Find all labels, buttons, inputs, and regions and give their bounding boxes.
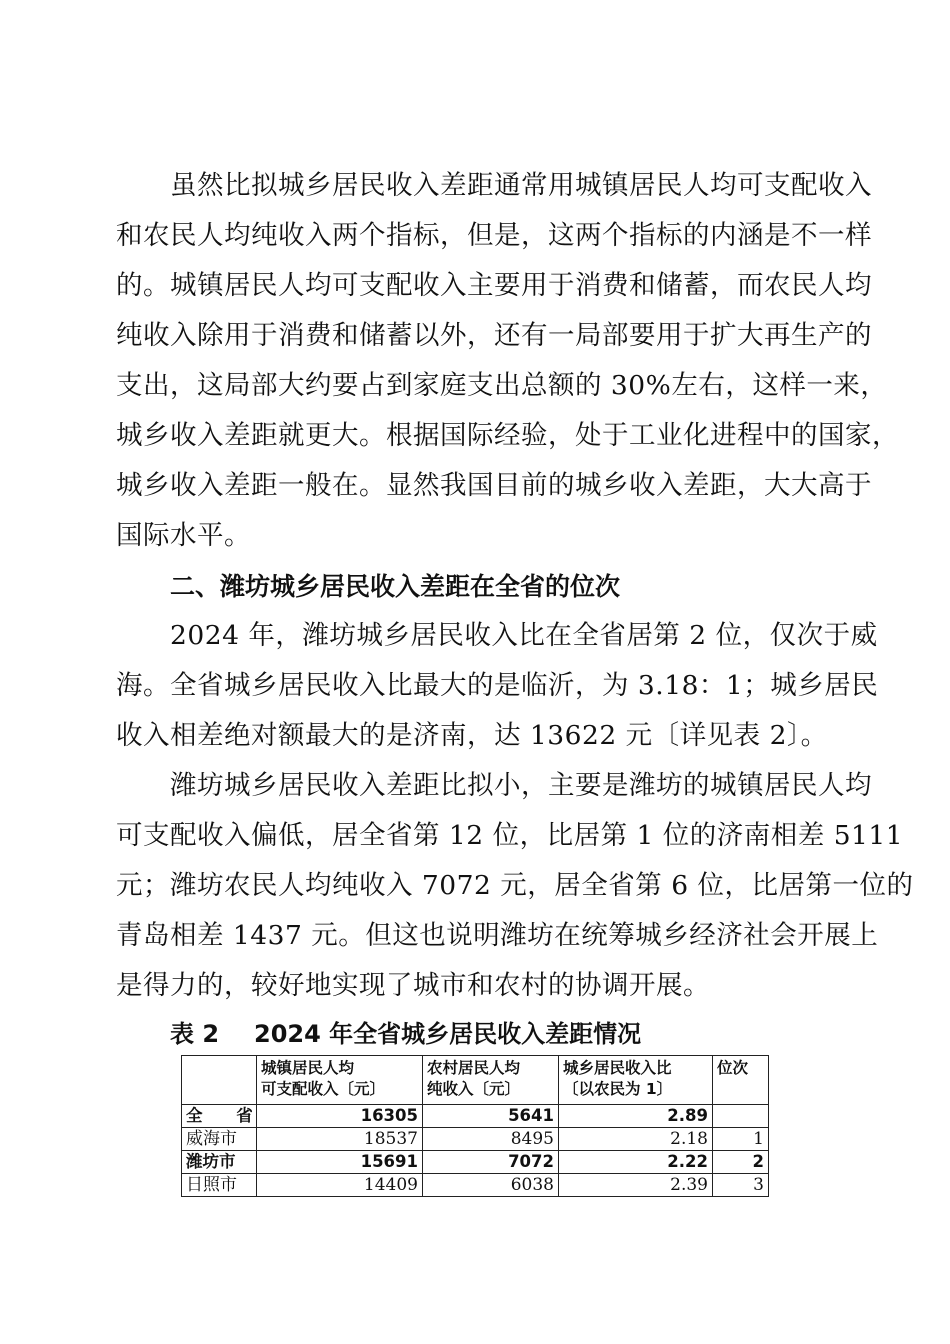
header-rank: 位次 [713,1056,769,1105]
table-row [182,1151,769,1174]
header-income-ratio: 城乡居民收入比 〔以农民为 1〕 [559,1056,713,1105]
paragraph-line: 是得力的，较好地实现了城市和农村的协调开展。 [116,970,710,1001]
paragraph-line: 可支配收入偏低，居全省第 12 位，比居第 1 位的济南相差 5111 [116,820,904,851]
row-name: 全 省 [182,1105,257,1128]
rank-cell: 2 [713,1151,769,1174]
header-rural-income: 农村居民人均 纯收入〔元〕 [423,1056,559,1105]
rural-income-cell: 7072 [423,1151,559,1174]
table-header-row [182,1056,769,1105]
rank-cell: 1 [713,1128,769,1151]
urban-income-cell: 16305 [257,1105,423,1128]
urban-income-cell: 14409 [257,1174,423,1197]
row-name: 日照市 [182,1174,257,1197]
rural-income-cell: 6038 [423,1174,559,1197]
paragraph-line: 元；潍坊农民人均纯收入 7072 元，居全省第 6 位，比居第一位的 [116,870,914,901]
ratio-cell: 2.22 [559,1151,713,1174]
paragraph-line: 国际水平。 [116,520,251,551]
table-caption-title: 2024 年全省城乡居民收入差距情况 [254,1020,642,1048]
paragraph-line: 支出，这局部大约要占到家庭支出总额的 30%左右，这样一来， [116,370,888,401]
urban-income-cell: 15691 [257,1151,423,1174]
ratio-cell: 2.18 [559,1128,713,1151]
row-name: 威海市 [182,1128,257,1151]
paragraph-line: 城乡收入差距一般在。显然我国目前的城乡收入差距，大大高于 [116,470,872,501]
paragraph-line: 收入相差绝对额最大的是济南，达 13622 元〔详见表 2〕。 [116,720,828,751]
rural-income-cell: 5641 [423,1105,559,1128]
rank-cell: 3 [713,1174,769,1197]
income-gap-table [181,1055,769,1197]
table-row [182,1174,769,1197]
header-urban-income: 城镇居民人均 可支配收入〔元〕 [257,1056,423,1105]
paragraph-line: 和农民人均纯收入两个指标，但是，这两个指标的内涵是不一样 [116,220,872,251]
table-row [182,1128,769,1151]
rank-cell [713,1105,769,1128]
header-corner [182,1056,257,1105]
paragraph-line: 虽然比拟城乡居民收入差距通常用城镇居民人均可支配收入 [170,170,872,201]
paragraph-line: 2024 年，潍坊城乡居民收入比在全省居第 2 位，仅次于威 [170,620,878,651]
paragraph-line: 的。城镇居民人均可支配收入主要用于消费和储蓄，而农民人均 [116,270,872,301]
row-name: 潍坊市 [182,1151,257,1174]
paragraph-line: 纯收入除用于消费和储蓄以外，还有一局部要用于扩大再生产的 [116,320,872,351]
ratio-cell: 2.89 [559,1105,713,1128]
paragraph-line: 潍坊城乡居民收入差距比拟小，主要是潍坊的城镇居民人均 [170,770,872,801]
urban-income-cell: 18537 [257,1128,423,1151]
ratio-cell: 2.39 [559,1174,713,1197]
paragraph-line: 城乡收入差距就更大。根据国际经验，处于工业化进程中的国家， [116,420,899,451]
table-row [182,1105,769,1128]
section-heading: 二、潍坊城乡居民收入差距在全省的位次 [170,572,621,601]
rural-income-cell: 8495 [423,1128,559,1151]
paragraph-line: 青岛相差 1437 元。但这也说明潍坊在统筹城乡经济社会开展上 [116,920,879,951]
table-caption-label: 表 2 [170,1020,220,1048]
paragraph-line: 海。全省城乡居民收入比最大的是临沂，为 3.18：1；城乡居民 [116,670,879,701]
